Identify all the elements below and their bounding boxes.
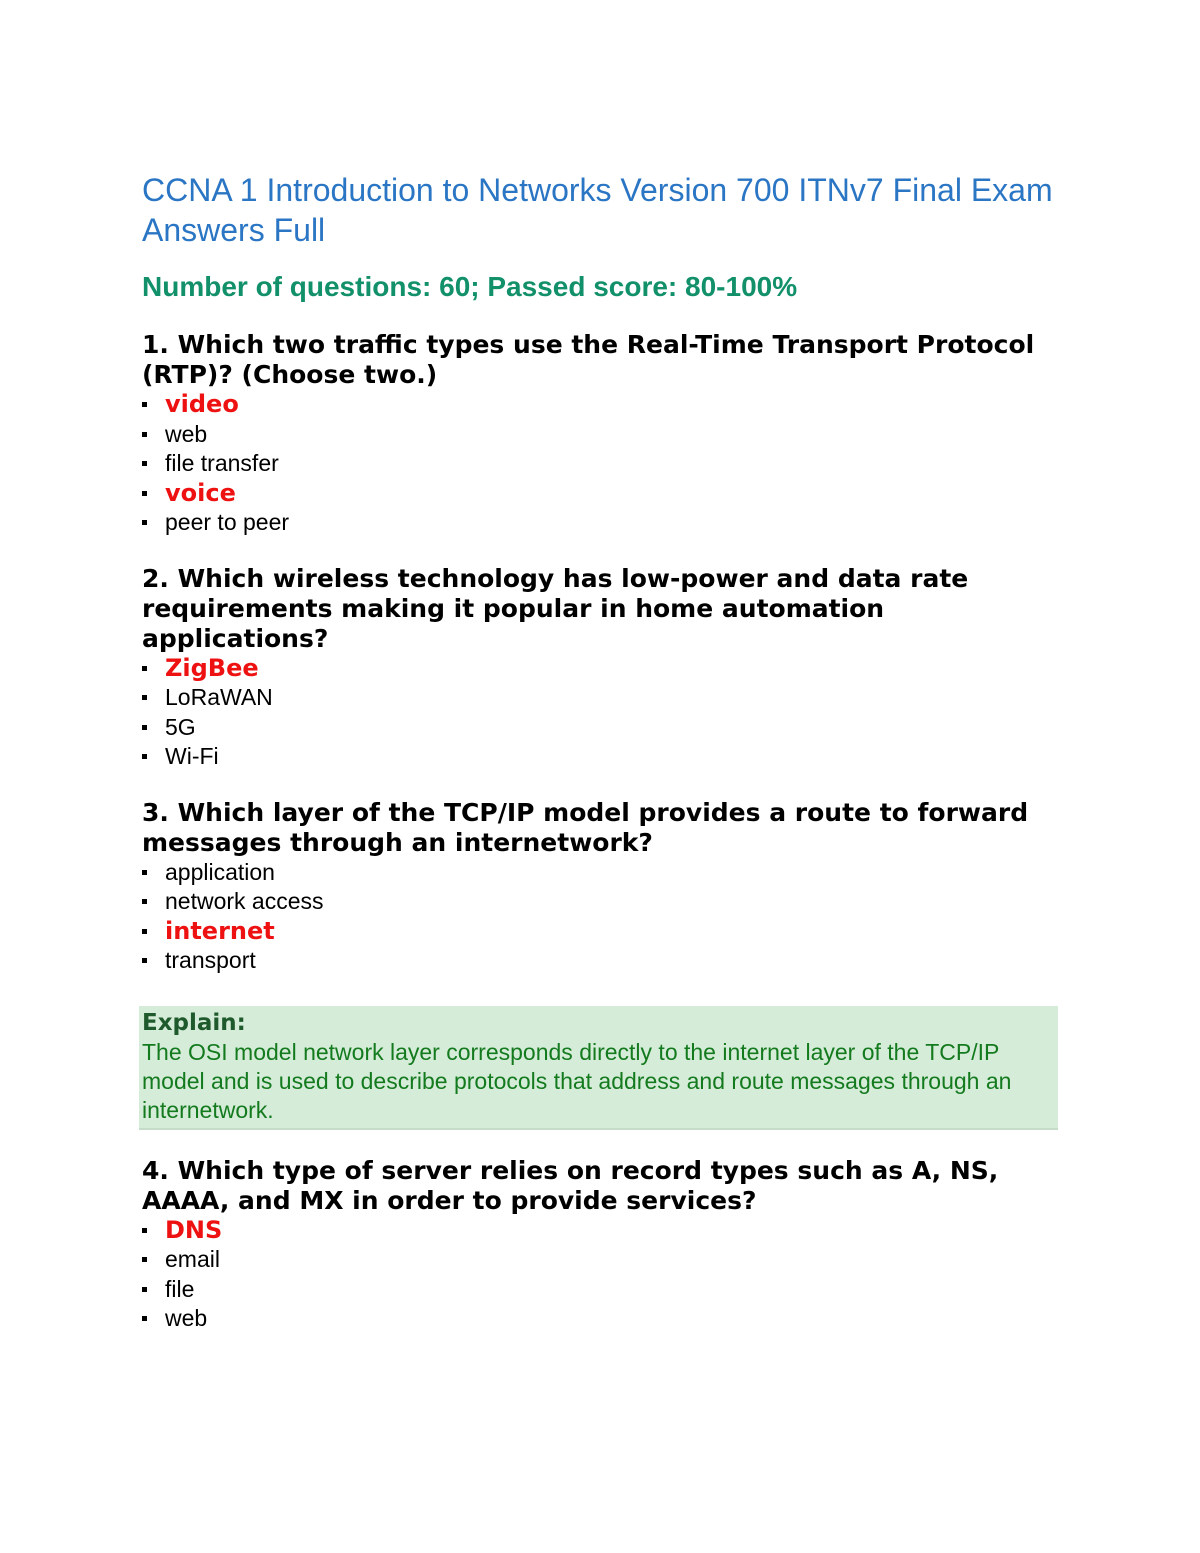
option-item-correct xyxy=(142,1216,1062,1246)
option-item xyxy=(142,1245,1062,1275)
document-page xyxy=(142,170,1062,1334)
option-item xyxy=(142,683,1062,713)
bullet-square-icon xyxy=(142,899,147,904)
option-list xyxy=(142,1216,1062,1334)
explain-text: The OSI model network layer corresponds directly to the internet layer of the TCP/IP model and is used to describe protocols that address and route messages through an internetwork. xyxy=(142,1038,1012,1123)
option-label: internet xyxy=(165,916,275,945)
bullet-square-icon xyxy=(142,461,147,466)
bullet-square-icon xyxy=(142,666,147,671)
option-list xyxy=(142,654,1062,772)
question-3 xyxy=(142,798,1062,1130)
bullet-square-icon xyxy=(142,432,147,437)
option-item xyxy=(142,887,1062,917)
explain-box xyxy=(139,1006,1058,1130)
option-label: video xyxy=(165,390,239,418)
option-label: peer to peer xyxy=(165,509,290,535)
bullet-square-icon xyxy=(142,1316,147,1321)
bullet-square-icon xyxy=(142,870,147,875)
option-item xyxy=(142,742,1062,772)
option-item xyxy=(142,508,1062,538)
question-text: 1. Which two traffic types use the Real-Time Transport Protocol (RTP)? (Choose two.) xyxy=(142,330,1035,389)
bullet-square-icon xyxy=(142,754,147,759)
question-text: 2. Which wireless technology has low-power and data rate requirements making it popular in home automation applications? xyxy=(142,563,969,653)
option-label: file xyxy=(165,1275,195,1302)
option-item-correct xyxy=(142,917,1062,947)
option-label: 5G xyxy=(165,713,196,740)
question-text: 4. Which type of server relies on record types such as A, NS, AAAA, and MX in order to provide services? xyxy=(142,1155,999,1215)
question-text: 3. Which layer of the TCP/IP model provides a route to forward messages through an internetwork? xyxy=(142,797,1029,857)
option-list xyxy=(142,390,1062,538)
bullet-square-icon xyxy=(142,491,147,496)
question-1 xyxy=(142,330,1062,538)
option-item xyxy=(142,420,1062,450)
option-label: Wi-Fi xyxy=(165,743,219,769)
bullet-square-icon xyxy=(142,1257,147,1262)
option-item xyxy=(142,1275,1062,1305)
option-item xyxy=(142,713,1062,743)
option-item xyxy=(142,1304,1062,1334)
option-item xyxy=(142,449,1062,479)
bullet-square-icon xyxy=(142,1287,147,1292)
bullet-square-icon xyxy=(142,1228,147,1233)
option-label: LoRaWAN xyxy=(165,684,273,710)
option-label: network access xyxy=(165,888,324,914)
option-item-correct xyxy=(142,390,1062,420)
option-label: file transfer xyxy=(165,450,279,476)
explain-title: Explain: xyxy=(142,1009,246,1036)
question-4 xyxy=(142,1156,1062,1334)
option-item xyxy=(142,946,1062,976)
option-label: DNS xyxy=(165,1215,223,1244)
bullet-square-icon xyxy=(142,695,147,700)
option-item xyxy=(142,858,1062,888)
bullet-square-icon xyxy=(142,402,147,407)
document-title: CCNA 1 Introduction to Networks Version 700 ITNv7 Final Exam Answers Full xyxy=(142,172,1053,248)
option-label: email xyxy=(165,1246,220,1272)
question-2 xyxy=(142,564,1062,772)
option-label: ZigBee xyxy=(165,653,259,682)
bullet-square-icon xyxy=(142,929,147,934)
option-label: web xyxy=(165,1305,208,1331)
bullet-square-icon xyxy=(142,958,147,963)
document-subtitle: Number of questions: 60; Passed score: 80-100% xyxy=(142,271,798,302)
option-label: voice xyxy=(165,478,236,507)
bullet-square-icon xyxy=(142,520,147,525)
option-item-correct xyxy=(142,479,1062,509)
option-label: web xyxy=(165,420,208,447)
bullet-square-icon xyxy=(142,725,147,730)
option-label: application xyxy=(165,858,275,885)
option-label: transport xyxy=(165,947,256,973)
option-item-correct xyxy=(142,654,1062,684)
option-list xyxy=(142,858,1062,976)
